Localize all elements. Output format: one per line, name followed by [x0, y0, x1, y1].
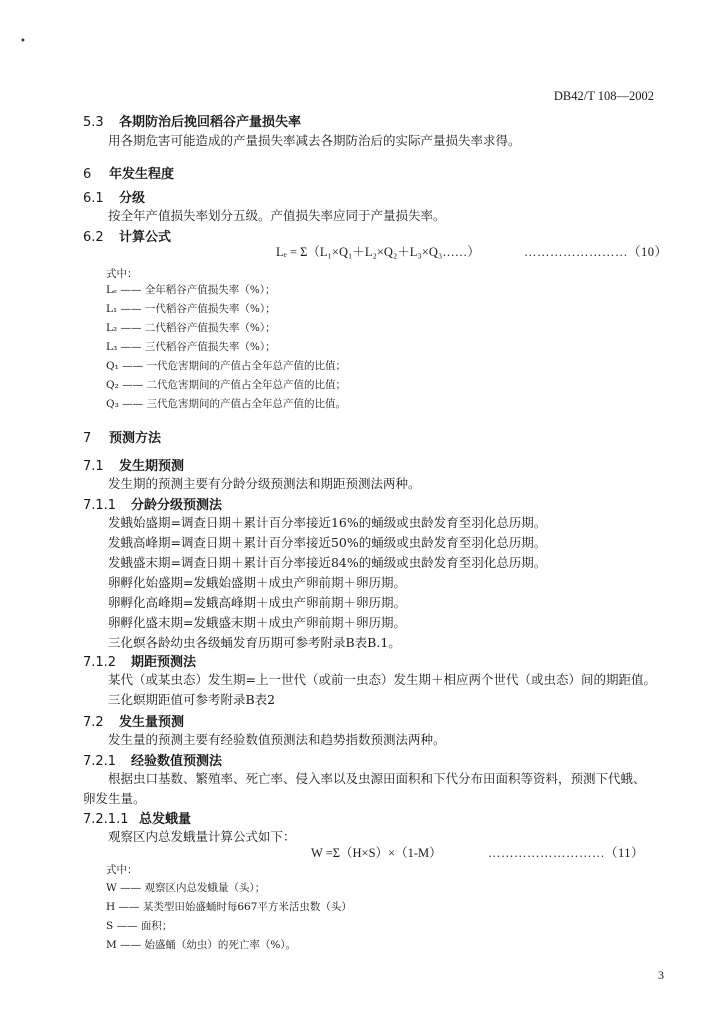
paragraph-6-1: 按全年产值损失率划分五级。产值损失率应同于产量损失率。: [108, 208, 446, 223]
equation-number-10: ……………………（10）: [524, 245, 668, 259]
heading-6-1: 6.1 分级: [83, 191, 146, 206]
heading-7: 7 预测方法: [83, 431, 162, 446]
definition-item: L₁ —— 一代稻谷产值损失率（%）；: [106, 303, 276, 315]
method-line: 卵孵化高峰期=发蛾高峰期＋成虫产卵前期＋卵历期。: [108, 595, 406, 610]
method-line: 三化螟期距值可参考附录B表2: [108, 692, 276, 707]
paragraph-7-1: 发生期的预测主要有分龄分级预测法和期距预测法两种。: [108, 476, 421, 491]
method-line: 发蛾高峰期=调查日期＋累计百分率接近50%的蛹级或虫龄发育至羽化总历期。: [108, 535, 547, 550]
standard-number: DB42/T 108—2002: [553, 89, 654, 103]
method-line: 发蛾盛末期=调查日期＋累计百分率接近84%的蛹级或虫龄发育至羽化总历期。: [108, 555, 547, 570]
equation-number-11: ………………………（11）: [488, 846, 645, 860]
definition-item: Q₃ —— 三代危害期间的产值占全年总产值的比值。: [106, 398, 346, 410]
method-line: 卵孵化始盛期=发蛾始盛期＋成虫产卵前期＋卵历期。: [108, 575, 406, 590]
formula-11: W =Σ（H×S）×（1-M）: [311, 846, 442, 860]
heading-6: 6 年发生程度: [83, 167, 175, 182]
heading-7-1-1: 7.1.1 分龄分级预测法: [83, 498, 223, 513]
definition-item: Q₁ —— 一代危害期间的产值占全年总产值的比值；: [106, 360, 346, 372]
paragraph-7-2: 发生量的预测主要有经验数值预测法和趋势指数预测法两种。: [108, 732, 446, 747]
method-line: 某代（或某虫态）发生期=上一世代（或前一虫态）发生期＋相应两个世代（或虫态）间的期距值。: [108, 672, 656, 687]
scan-mark: •: [20, 36, 26, 47]
definition-item: L₂ —— 二代稻谷产值损失率（%）；: [106, 322, 276, 334]
heading-7-1-2: 7.1.2 期距预测法: [83, 655, 197, 670]
heading-7-2-1-1: 7.2.1.1 总发蛾量: [83, 812, 192, 827]
heading-6-2: 6.2 计算公式: [83, 230, 172, 245]
method-line: 三化螟各龄幼虫各级蛹发育历期可参考附录B表B.1。: [108, 635, 401, 650]
definition-item: Q₂ —— 二代危害期间的产值占全年总产值的比值；: [106, 379, 346, 391]
where-label-1: 式中：: [106, 268, 138, 280]
paragraph-7-2-1-line-1: 根据虫口基数、繁殖率、死亡率、侵入率以及虫源田面积和下代分布田面积等资料，预测下代蛾、: [108, 771, 646, 786]
where-label-2: 式中：: [106, 864, 138, 876]
heading-7-2-1: 7.2.1 经验数值预测法: [83, 754, 223, 769]
method-line: 卵孵化盛末期=发蛾盛末期＋成虫产卵前期＋卵历期。: [108, 615, 406, 630]
page-number: 3: [658, 968, 664, 982]
definition-item: L₃ —— 三代稻谷产值损失率（%）；: [106, 341, 276, 353]
paragraph-5-3: 用各期危害可能造成的产量损失率减去各期防治后的实际产量损失率求得。: [108, 133, 521, 148]
heading-5-3: 5.3 各期防治后挽回稻谷产量损失率: [83, 115, 302, 130]
definition-item: M —— 始盛蛹（幼虫）的死亡率（%）。: [106, 939, 297, 951]
definition-item: H —— 某类型田始盛蛹时每667平方米活虫数（头）: [106, 901, 352, 913]
heading-7-1: 7.1 发生期预测: [83, 459, 185, 474]
definition-item: W —— 观察区内总发蛾量（头）；: [106, 882, 266, 894]
formula-10: Lₑ = Σ（L₁×Q₁＋L₂×Q₂＋L₃×Q₃……）: [276, 245, 480, 259]
method-line: 发蛾始盛期=调查日期＋累计百分率接近16%的蛹级或虫龄发育至羽化总历期。: [108, 515, 547, 530]
paragraph-7-2-1-line-2: 卵发生量。: [83, 791, 146, 806]
paragraph-7-2-1-1: 观察区内总发蛾量计算公式如下：: [108, 829, 296, 844]
definition-item: S —— 面积；: [106, 920, 173, 932]
heading-7-2: 7.2 发生量预测: [83, 715, 185, 730]
definition-item: Lₑ —— 全年稻谷产值损失率（%）；: [106, 284, 276, 296]
